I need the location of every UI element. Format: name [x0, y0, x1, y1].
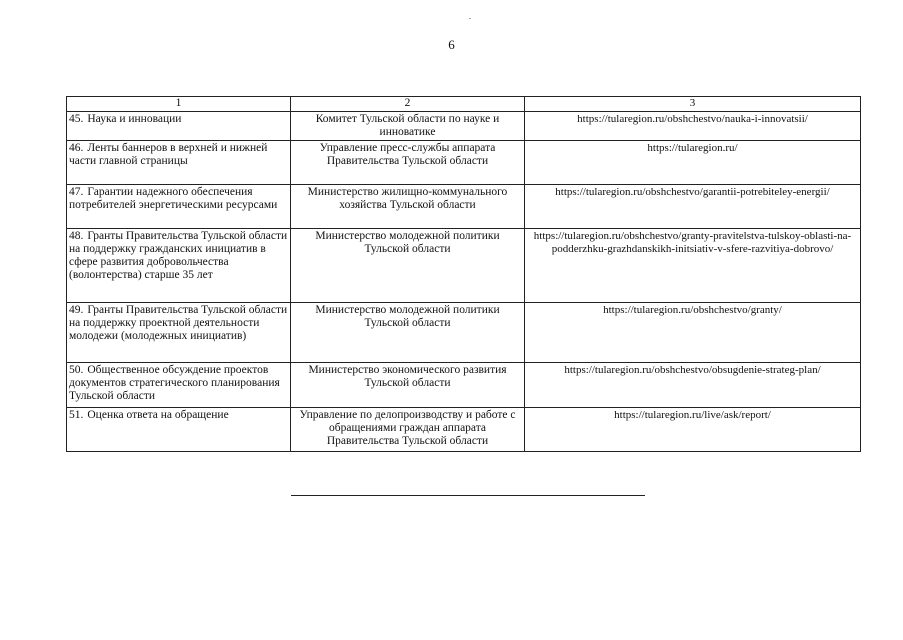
column-header-1: 1 [67, 97, 291, 112]
row-number: 47. [69, 186, 84, 198]
resource-name: Общественное обсуждение проектов документов стратегического планирования Тульской области [69, 364, 280, 402]
resource-name-cell [67, 303, 291, 363]
table-header-row [67, 97, 861, 112]
agency-cell: Министерство жилищно-коммунального хозяйства Тульской области [291, 185, 525, 229]
resource-name-cell [67, 229, 291, 303]
resource-name: Гранты Правительства Тульской области на поддержку гражданских инициатив в сфере развития добровольчества (волонтерства) старше 35 лет [69, 230, 288, 281]
url-cell: https://tularegion.ru/ [525, 141, 861, 185]
row-number: 46. [69, 142, 84, 154]
column-header-3: 3 [525, 97, 861, 112]
table-row [67, 112, 861, 141]
url-cell: https://tularegion.ru/obshchestvo/granty-pravitelstva-tulskoy-oblasti-na-podderzhku-grazhdanskikh-initsiativ-v-sfere-razvitiya-dobrovo/ [525, 229, 861, 303]
agency-cell: Управление пресс-службы аппарата Правительства Тульской области [291, 141, 525, 185]
agency-cell: Министерство молодежной политики Тульской области [291, 303, 525, 363]
page-number: 6 [448, 37, 455, 52]
resources-table [66, 96, 861, 452]
url-cell: https://tularegion.ru/obshchestvo/granty/ [525, 303, 861, 363]
agency-cell: Управление по делопроизводству и работе с обращениями граждан аппарата Правительства Тульской области [291, 408, 525, 452]
table-row [67, 229, 861, 303]
row-number: 51. [69, 409, 84, 421]
resource-name-cell [67, 363, 291, 408]
row-number: 49. [69, 304, 84, 316]
column-header-2: 2 [291, 97, 525, 112]
resource-name: Наука и инновации [87, 113, 182, 125]
agency-cell: Министерство экономического развития Тульской области [291, 363, 525, 408]
resource-name: Гарантии надежного обеспечения потребителей энергетическими ресурсами [69, 186, 278, 211]
table-row [67, 363, 861, 408]
url-cell: https://tularegion.ru/obshchestvo/nauka-i-innovatsii/ [525, 112, 861, 141]
table-row [67, 408, 861, 452]
resource-name: Оценка ответа на обращение [87, 409, 229, 421]
row-number: 48. [69, 230, 84, 242]
resource-name-cell [67, 185, 291, 229]
row-number: 45. [69, 113, 84, 125]
scan-speck [469, 18, 471, 19]
url-cell: https://tularegion.ru/obshchestvo/obsugdenie-strateg-plan/ [525, 363, 861, 408]
agency-cell: Комитет Тульской области по науке и инноватике [291, 112, 525, 141]
url-cell: https://tularegion.ru/live/ask/report/ [525, 408, 861, 452]
table-row [67, 141, 861, 185]
row-number: 50. [69, 364, 84, 376]
resource-name: Гранты Правительства Тульской области на поддержку проектной деятельности молодежи (молодежных инициатив) [69, 304, 288, 342]
resource-name: Ленты баннеров в верхней и нижней части главной страницы [69, 142, 268, 167]
resource-name-cell [67, 112, 291, 141]
agency-cell: Министерство молодежной политики Тульской области [291, 229, 525, 303]
end-divider-line [291, 495, 645, 496]
table-row [67, 185, 861, 229]
url-cell: https://tularegion.ru/obshchestvo/garantii-potrebiteley-energii/ [525, 185, 861, 229]
resource-name-cell [67, 141, 291, 185]
table-row [67, 303, 861, 363]
resource-name-cell [67, 408, 291, 452]
